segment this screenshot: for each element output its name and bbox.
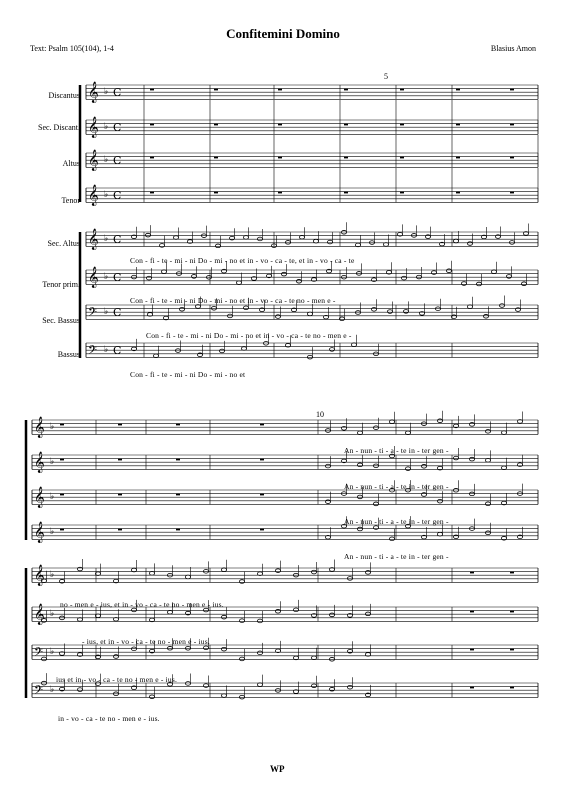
rest-mark: [60, 529, 64, 531]
rest-mark: [510, 89, 514, 91]
bass-clef-icon: 𝄢: [34, 646, 44, 662]
note-head: [239, 580, 244, 584]
rest-mark: [470, 649, 474, 651]
time-signature-icon: C: [113, 86, 122, 99]
note-head: [145, 233, 150, 237]
note-head: [221, 647, 226, 651]
lyrics-lower-3: ius et in - vo - ca - te no - men e - ius.: [56, 675, 178, 684]
rest-mark: [260, 529, 264, 531]
treble-clef-icon: 𝄞: [34, 565, 45, 586]
note-head: [311, 656, 316, 660]
flat-icon: ♭: [104, 272, 109, 282]
note-head: [257, 683, 262, 687]
note-head: [389, 420, 394, 424]
note-head: [296, 279, 301, 283]
note-head: [485, 459, 490, 463]
part-name-sec-altus: Sec. Altus: [47, 239, 80, 248]
time-signature-icon: C: [113, 233, 122, 246]
note-head: [357, 527, 362, 531]
treble-clef-icon: 𝄞: [88, 82, 99, 103]
rest-mark: [510, 192, 514, 194]
bass-clef-icon: 𝄢: [88, 306, 98, 322]
rest-mark: [510, 124, 514, 126]
rest-mark: [214, 157, 218, 159]
note-head: [146, 276, 151, 280]
note-head: [347, 649, 352, 653]
flat-icon: ♭: [50, 570, 55, 580]
note-head: [515, 308, 520, 312]
note-head: [243, 236, 248, 240]
lyrics-lower-1: no - men e - ius, et in - vo - ca - te no - men e - ius.: [60, 600, 224, 609]
note-head: [446, 269, 451, 273]
note-head: [239, 619, 244, 623]
treble-clef-icon: 𝄞: [34, 487, 45, 508]
note-head: [509, 241, 514, 245]
treble-clef-icon: 𝄞: [88, 267, 99, 288]
time-signature-icon: C: [113, 154, 122, 167]
rest-mark: [278, 89, 282, 91]
note-head: [327, 240, 332, 244]
rest-mark: [470, 687, 474, 689]
note-head: [149, 695, 154, 699]
rest-mark: [118, 494, 122, 496]
flat-icon: ♭: [104, 122, 109, 132]
rest-mark: [456, 192, 460, 194]
note-head: [149, 572, 154, 576]
part-name-discantus: Discantus: [48, 91, 80, 100]
note-head: [421, 464, 426, 468]
flat-icon: ♭: [104, 307, 109, 317]
note-head: [307, 312, 312, 316]
bar-number: 10: [316, 410, 324, 419]
rest-mark: [150, 124, 154, 126]
rest-mark: [60, 424, 64, 426]
lyrics-sec-altus: Con - fi - te - mi - ni Do - mi - no et in - vo - ca - te, et in - vo - ca - te: [130, 256, 355, 265]
rest-mark: [214, 124, 218, 126]
note-head: [257, 651, 262, 655]
note-head: [241, 347, 246, 351]
part-name-sec-bassus: Sec. Bassus: [42, 316, 80, 325]
note-head: [197, 353, 202, 357]
note-head: [211, 306, 216, 310]
note-head: [373, 426, 378, 430]
note-head: [357, 463, 362, 467]
note-head: [131, 568, 136, 572]
note-head: [347, 685, 352, 689]
rest-mark: [456, 89, 460, 91]
note-head: [521, 282, 526, 286]
note-head: [173, 236, 178, 240]
rest-mark: [150, 157, 154, 159]
treble-clef-icon: 𝄞: [88, 150, 99, 171]
rest-mark: [344, 157, 348, 159]
note-head: [239, 657, 244, 661]
note-head: [243, 306, 248, 310]
flat-icon: ♭: [50, 492, 55, 502]
note-head: [387, 310, 392, 314]
lyrics-tenor-prim: Con - fi - te - mi - ni Do - mi - no et in - vo - ca - te no - men e -: [130, 296, 336, 305]
part-name-altus: Altus: [62, 159, 80, 168]
rest-mark: [176, 424, 180, 426]
note-head: [365, 612, 370, 616]
treble-clef-icon: 𝄞: [34, 604, 45, 625]
rest-mark: [260, 459, 264, 461]
note-head: [467, 305, 472, 309]
note-head: [485, 430, 490, 434]
lyrics-lower-2: - ius, et in - vo - ca - te no - men e - ius.: [82, 637, 210, 646]
rest-mark: [510, 687, 514, 689]
note-head: [437, 499, 442, 503]
note-head: [491, 270, 496, 274]
rest-mark: [176, 459, 180, 461]
note-head: [159, 244, 164, 248]
rest-mark: [400, 124, 404, 126]
note-head: [467, 242, 472, 246]
note-head: [185, 575, 190, 579]
flat-icon: ♭: [104, 345, 109, 355]
flat-icon: ♭: [50, 685, 55, 695]
note-head: [383, 243, 388, 247]
note-head: [501, 466, 506, 470]
flat-icon: ♭: [104, 87, 109, 97]
note-head: [485, 531, 490, 535]
note-head: [501, 431, 506, 435]
rest-mark: [456, 124, 460, 126]
treble-clef-icon: 𝄞: [34, 452, 45, 473]
note-head: [219, 349, 224, 353]
flat-icon: ♭: [104, 155, 109, 165]
lyrics-lower-4: in - vo - ca - te no - men e - ius.: [58, 714, 160, 723]
time-signature-icon: C: [113, 306, 122, 319]
note-head: [499, 304, 504, 308]
note-head: [175, 349, 180, 353]
note-head: [167, 646, 172, 650]
footer-logo: WP: [270, 764, 285, 774]
note-head: [485, 502, 490, 506]
note-head: [161, 270, 166, 274]
flat-icon: ♭: [50, 527, 55, 537]
rest-mark: [150, 89, 154, 91]
flat-icon: ♭: [50, 647, 55, 657]
note-head: [236, 281, 241, 285]
flat-icon: ♭: [50, 457, 55, 467]
note-head: [469, 423, 474, 427]
note-head: [329, 348, 334, 352]
text-source: Text: Psalm 105(104), 1-4: [30, 44, 114, 53]
note-head: [167, 610, 172, 614]
note-head: [293, 608, 298, 612]
lyrics-upper-1: An - nun - ti - a - te in - ter gen -: [344, 446, 449, 455]
note-head: [221, 615, 226, 619]
note-head: [437, 532, 442, 536]
rest-mark: [260, 424, 264, 426]
lyrics-upper-2: An - nun - ti - a - te in - ter gen -: [344, 482, 449, 491]
lyrics-bassus: Con - fi - te - mi - ni Do - mi - no et: [130, 370, 246, 379]
note-head: [365, 571, 370, 575]
rest-mark: [260, 494, 264, 496]
note-head: [221, 694, 226, 698]
note-head: [506, 275, 511, 279]
note-head: [453, 239, 458, 243]
note-head: [299, 235, 304, 239]
note-head: [185, 682, 190, 686]
note-head: [185, 646, 190, 650]
rest-mark: [60, 459, 64, 461]
bass-clef-icon: 𝄢: [88, 344, 98, 360]
treble-clef-icon: 𝄞: [88, 117, 99, 138]
note-head: [371, 307, 376, 311]
rest-mark: [470, 572, 474, 574]
note-head: [191, 275, 196, 279]
note-head: [203, 646, 208, 650]
flat-icon: ♭: [50, 422, 55, 432]
note-head: [469, 457, 474, 461]
note-head: [421, 493, 426, 497]
note-head: [179, 307, 184, 311]
note-head: [476, 282, 481, 286]
treble-clef-icon: 𝄞: [88, 229, 99, 250]
rest-mark: [214, 192, 218, 194]
note-head: [389, 537, 394, 541]
note-head: [221, 568, 226, 572]
note-head: [311, 570, 316, 574]
note-head: [401, 276, 406, 280]
rest-mark: [278, 192, 282, 194]
treble-clef-icon: 𝄞: [34, 417, 45, 438]
treble-clef-icon: 𝄞: [34, 522, 45, 543]
page-title: Confitemini Domino: [226, 26, 340, 41]
part-name-sec-discant: Sec. Discant.: [38, 123, 80, 132]
bar-number: 5: [384, 72, 388, 81]
note-head: [357, 431, 362, 435]
note-head: [405, 467, 410, 471]
part-name-bassus: Bassus: [57, 350, 80, 359]
note-head: [275, 315, 280, 319]
rest-mark: [344, 89, 348, 91]
note-head: [347, 577, 352, 581]
rest-mark: [118, 424, 122, 426]
rest-mark: [400, 89, 404, 91]
note-head: [453, 456, 458, 460]
treble-clef-icon: 𝄞: [88, 185, 99, 206]
part-name-tenor: Tenor: [61, 196, 80, 205]
lyrics-upper-3: An - nun - ti - a - te in - ter gen -: [344, 517, 449, 526]
rest-mark: [278, 124, 282, 126]
note-head: [483, 314, 488, 318]
rest-mark: [510, 611, 514, 613]
rest-mark: [118, 529, 122, 531]
note-head: [405, 431, 410, 435]
rest-mark: [214, 89, 218, 91]
note-head: [77, 618, 82, 622]
note-head: [403, 310, 408, 314]
note-head: [373, 502, 378, 506]
flat-icon: ♭: [50, 609, 55, 619]
note-head: [153, 354, 158, 358]
note-head: [285, 241, 290, 245]
composer: Blasius Amon: [490, 44, 536, 53]
note-head: [325, 500, 330, 504]
rest-mark: [150, 192, 154, 194]
note-head: [437, 419, 442, 423]
rest-mark: [470, 611, 474, 613]
lyrics-upper-4: An - nun - ti - a - te in - ter gen -: [344, 552, 449, 561]
bass-clef-icon: 𝄢: [34, 684, 44, 700]
rest-mark: [344, 192, 348, 194]
time-signature-icon: C: [113, 121, 122, 134]
rest-mark: [176, 494, 180, 496]
rest-mark: [278, 157, 282, 159]
note-head: [215, 244, 220, 248]
rest-mark: [176, 529, 180, 531]
note-head: [329, 613, 334, 617]
rest-mark: [118, 459, 122, 461]
note-head: [461, 282, 466, 286]
note-head: [257, 619, 262, 623]
note-head: [311, 684, 316, 688]
note-head: [275, 609, 280, 613]
lyrics-sec-bassus: Con - fi - te - mi - ni Do - mi - no et in - vo - ca - te no - men e -: [146, 331, 352, 340]
rest-mark: [510, 649, 514, 651]
rest-mark: [510, 572, 514, 574]
rest-mark: [400, 192, 404, 194]
time-signature-icon: C: [113, 344, 122, 357]
time-signature-icon: C: [113, 271, 122, 284]
flat-icon: ♭: [104, 234, 109, 244]
note-head: [113, 655, 118, 659]
rest-mark: [510, 157, 514, 159]
rest-mark: [60, 494, 64, 496]
rest-mark: [400, 157, 404, 159]
rest-mark: [344, 124, 348, 126]
note-head: [77, 688, 82, 692]
note-head: [351, 343, 356, 347]
rest-mark: [456, 157, 460, 159]
note-head: [281, 272, 286, 276]
note-head: [313, 239, 318, 243]
flat-icon: ♭: [104, 190, 109, 200]
time-signature-icon: C: [113, 189, 122, 202]
part-name-tenor-prim: Tenor prim.: [42, 280, 80, 289]
